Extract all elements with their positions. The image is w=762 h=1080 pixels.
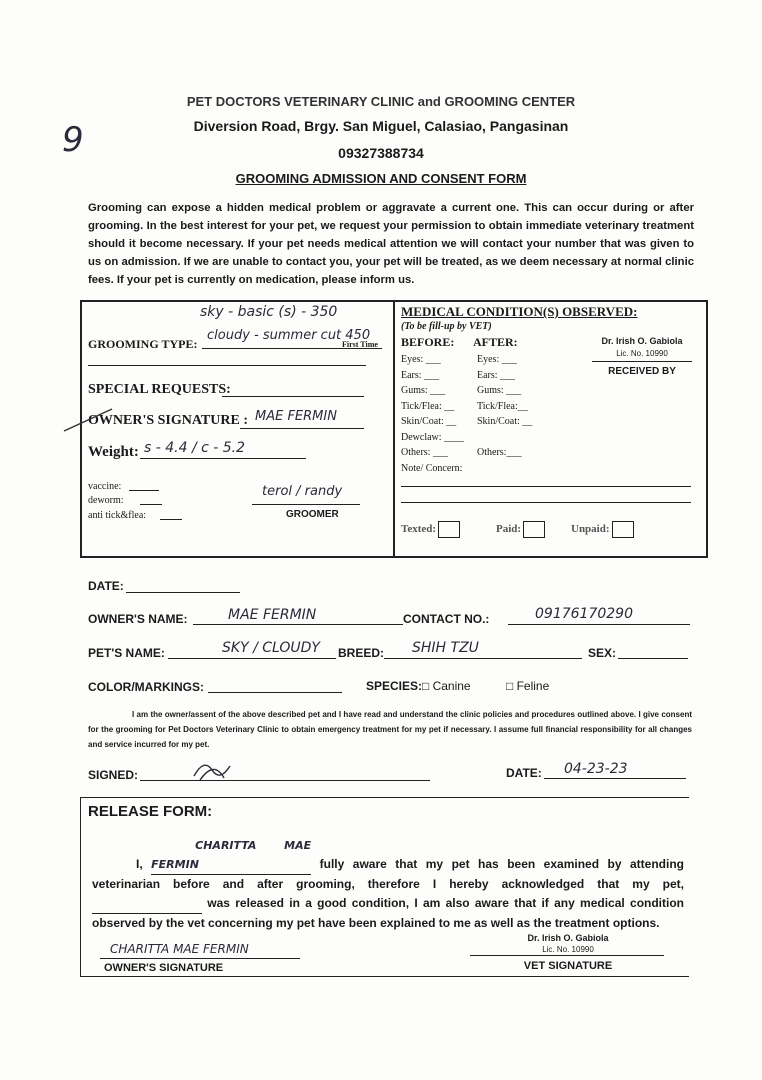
release-prefix: I, <box>136 857 143 871</box>
before-column <box>401 352 464 476</box>
note-line-2 <box>401 502 691 503</box>
weight-value: s - 4.4 / c - 5.2 <box>144 440 246 456</box>
medical-title: MEDICAL CONDITION(S) OBSERVED: <box>401 304 638 319</box>
date-label: DATE: <box>88 579 124 593</box>
owners-signature-line <box>240 428 364 429</box>
contact-value: 09176170290 <box>535 606 633 622</box>
after-column <box>477 352 532 461</box>
weight-label: Weight: <box>88 444 139 460</box>
vaccine-label: vaccine: <box>88 481 122 492</box>
texted-checkbox[interactable] <box>438 521 460 538</box>
signed-label: SIGNED: <box>88 768 139 782</box>
box-divider <box>393 300 395 556</box>
release-vet-signature-line <box>470 955 664 956</box>
clinic-name: PET DOCTORS VETERINARY CLINIC and GROOMING CENTER <box>186 94 576 109</box>
feline-option[interactable]: □ Feline <box>506 679 550 693</box>
form-title: GROOMING ADMISSION AND CONSENT FORM <box>235 171 527 186</box>
after-skincoat: Skin/Coat: __ <box>477 416 533 427</box>
release-name-value: CHARITTA MAE FERMIN <box>151 836 311 875</box>
after-eyes: Eyes: ___ <box>477 354 517 365</box>
owners-signature-value: MAE FERMIN <box>255 409 337 424</box>
signed-date-line <box>544 778 686 779</box>
signature-scribble <box>190 756 240 786</box>
breed-value: SHIH TZU <box>412 640 479 656</box>
others-before: Others: ___ <box>401 447 448 458</box>
grooming-type-line2: cloudy - summer cut 450 <box>207 328 371 343</box>
signed-date-label: DATE: <box>506 766 542 780</box>
texted-label: Texted: <box>401 523 437 536</box>
pet-name-label: PET'S NAME: <box>88 646 165 660</box>
special-requests-line <box>222 396 364 397</box>
before-label: BEFORE: <box>401 335 455 349</box>
paid-label: Paid: <box>496 523 522 536</box>
vaccine-line <box>129 490 159 491</box>
before-ears: Ears: ___ <box>401 369 440 381</box>
release-vet-name: Dr. Irish O. Gabiola <box>527 933 609 943</box>
special-requests-label: SPECIAL REQUESTS: <box>88 382 231 397</box>
sex-line <box>618 658 688 659</box>
antitick-line <box>160 519 182 520</box>
release-vet-signature-label: VET SIGNATURE <box>523 960 613 972</box>
grooming-type-label: GROOMING TYPE: <box>88 337 198 351</box>
before-skincoat: Skin/Coat: __ <box>401 416 457 427</box>
dewclaw: Dewclaw: ____ <box>401 431 465 443</box>
signed-line <box>140 780 430 781</box>
release-text-part2: was released in a good condition, I am also aware that if any medical condition observed by the vet concerning my pet have been explained to me as well as the treatment options. <box>92 896 685 930</box>
vet-stamp-lic: Lic. No. 10990 <box>616 349 668 358</box>
release-owner-signature-line <box>100 958 300 959</box>
groomer-line <box>252 504 360 505</box>
clinic-address: Diversion Road, Brgy. San Miguel, Calasiao, Pangasinan <box>193 118 569 134</box>
owners-signature-label: OWNER'S SIGNATURE : <box>88 413 248 428</box>
deworm-line <box>140 504 162 505</box>
release-owner-signature-value: CHARITTA MAE FERMIN <box>110 942 249 956</box>
consent-text: I am the owner/assent of the above described pet and I have read and understand the clinic policies and procedures outlined above. I give consent for the grooming for Pet Doctors Veterinary Clinic to obtain emergency treatment for my pet if necessary. I assume full financial responsibility for all changes and service incurred for my pet. <box>88 710 692 749</box>
deworm-label: deworm: <box>88 495 124 506</box>
texted-field <box>401 521 460 538</box>
unpaid-field <box>571 521 634 538</box>
received-by-label: RECEIVED BY <box>608 366 676 377</box>
breed-label: BREED: <box>338 646 385 660</box>
before-tickflea: Tick/Flea: __ <box>401 400 455 412</box>
after-gums: Gums: ___ <box>477 385 522 396</box>
vet-stamp-name: Dr. Irish O. Gabiola <box>601 336 683 346</box>
release-title: RELEASE FORM: <box>88 803 213 820</box>
after-tickflea: Tick/Flea:__ <box>477 400 528 412</box>
sex-label: SEX: <box>588 646 617 660</box>
strike-mark <box>62 405 122 435</box>
weight-line <box>140 458 306 459</box>
page-number: 9 <box>62 120 84 160</box>
owner-name-label: OWNER'S NAME: <box>88 612 188 626</box>
grooming-type-line1: sky - basic (s) - 350 <box>200 304 338 320</box>
pet-name-line <box>168 658 336 659</box>
signed-date-value: 04-23-23 <box>564 761 628 777</box>
medical-subtitle: (To be fill-up by VET) <box>401 321 492 332</box>
owner-name-value: MAE FERMIN <box>228 607 317 623</box>
note-line-1 <box>401 486 691 487</box>
groomer-value: terol / randy <box>262 484 343 499</box>
species-label: SPECIES: <box>366 679 423 693</box>
contact-line <box>508 624 690 625</box>
date-line <box>126 592 240 593</box>
groomer-label: GROOMER <box>286 509 339 520</box>
after-ears: Ears: ___ <box>477 369 516 381</box>
clinic-phone: 09327388734 <box>338 145 424 161</box>
note-concern-label: Note/ Concern: <box>401 462 463 474</box>
first-time-label: First Time <box>342 340 378 349</box>
before-eyes: Eyes: ___ <box>401 354 441 365</box>
antitick-label: anti tick&flea: <box>88 510 147 521</box>
paid-field <box>496 521 545 538</box>
after-label: AFTER: <box>473 335 518 349</box>
pet-name-value: SKY / CLOUDY <box>222 640 320 656</box>
color-markings-label: COLOR/MARKINGS: <box>88 680 204 694</box>
unpaid-checkbox[interactable] <box>612 521 634 538</box>
release-pet-blank <box>92 894 202 914</box>
vet-stamp-line <box>592 361 692 362</box>
unpaid-label: Unpaid: <box>571 523 610 536</box>
paid-checkbox[interactable] <box>523 521 545 538</box>
release-vet-lic: Lic. No. 10990 <box>542 945 594 954</box>
release-owner-signature-label: OWNER'S SIGNATURE <box>104 962 224 974</box>
release-text-part1: fully aware that my pet has been examined by attending veterinarian before and after grooming, therefore I hereby acknowledged that my pet, <box>92 857 684 891</box>
owner-name-line <box>193 624 403 625</box>
grooming-extra-line <box>88 365 366 366</box>
release-text <box>92 836 684 933</box>
color-markings-line <box>208 692 342 693</box>
others-after: Others:___ <box>477 447 522 458</box>
breed-line <box>384 658 582 659</box>
canine-option[interactable]: □ Canine <box>422 679 471 693</box>
contact-label: CONTACT NO.: <box>403 612 490 626</box>
before-gums: Gums: ___ <box>401 385 446 396</box>
intro-text: Grooming can expose a hidden medical problem or aggravate a current one. This can occur during or after grooming. In the best interest for your pet, we request your permission to obtain immediate veterinary treatment should it become necessary. If your pet needs medical attention we will contact your number that was given to us on admission. If we are unable to contact you, your pet will be treated, as we deem necessary at normal clinic fees. If your pet is currently on medication, please inform us. <box>88 202 694 286</box>
